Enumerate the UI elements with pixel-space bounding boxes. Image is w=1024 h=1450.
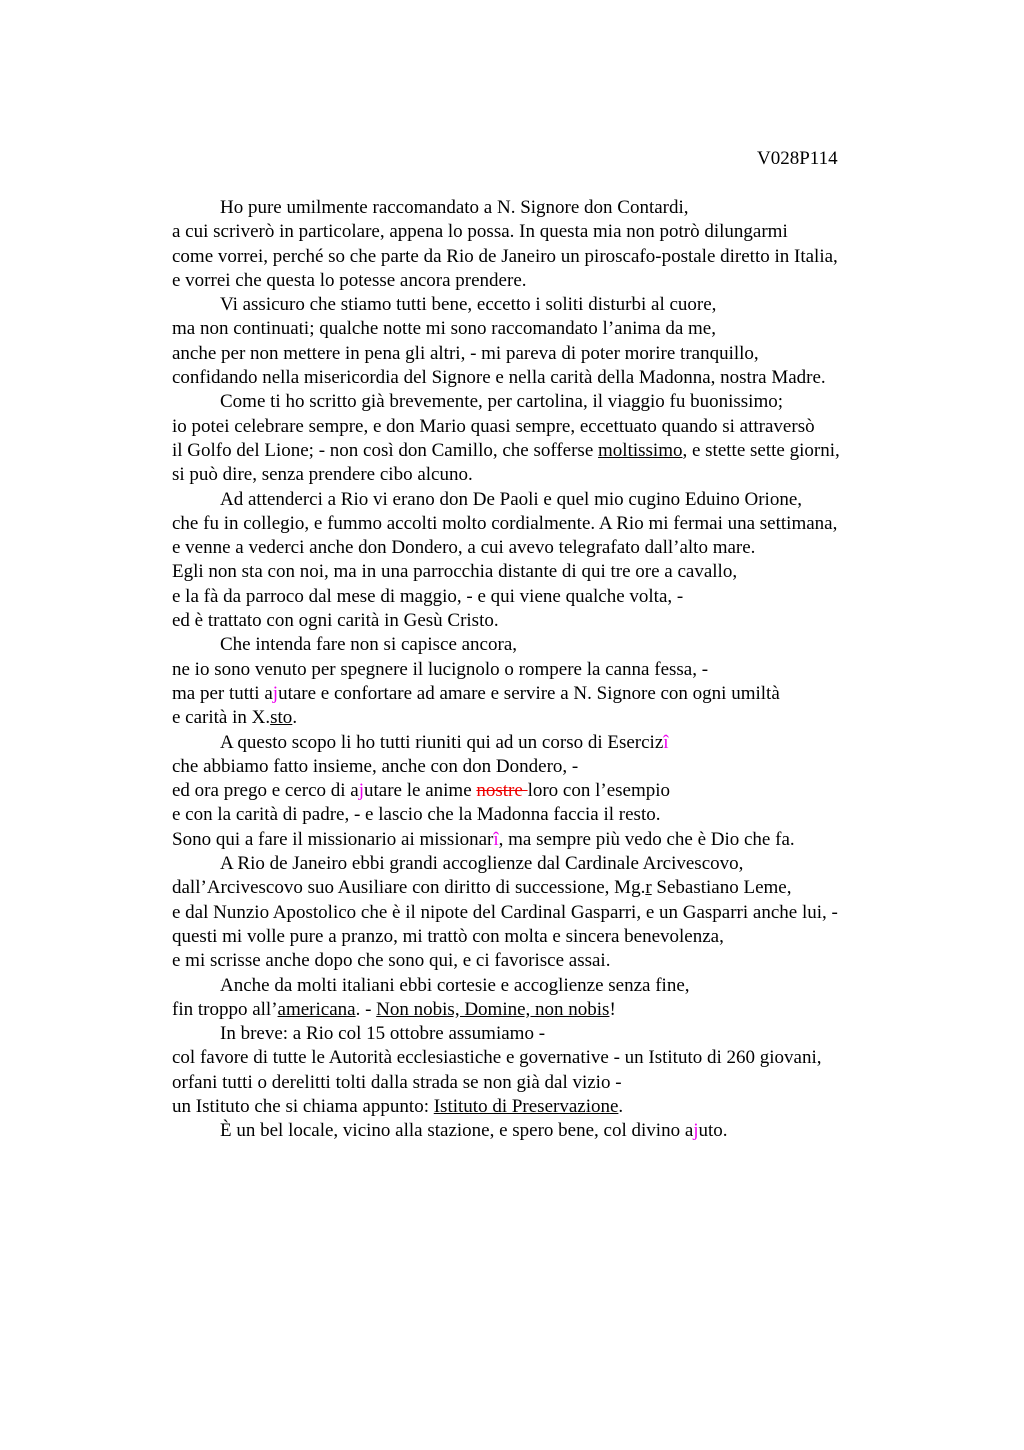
editorial-insert: j — [272, 682, 279, 704]
text-segment: È un bel locale, vicino alla stazione, e spero bene, col divino a — [220, 1120, 694, 1142]
text-line — [172, 415, 932, 439]
text-line — [172, 609, 932, 633]
text-segment: , e stette sette giorni, — [682, 439, 840, 461]
text-line — [172, 949, 932, 973]
text-line — [172, 682, 932, 706]
paragraph-first-line — [172, 488, 932, 512]
text-line — [172, 366, 932, 390]
text-segment: si può dire, senza prendere cibo alcuno. — [172, 464, 473, 486]
text-segment: utare le anime — [364, 780, 477, 802]
text-segment: Che intenda fare non si capisce ancora, — [220, 634, 518, 656]
text-segment: Sebastiano Leme, — [651, 877, 792, 899]
text-segment: uto. — [698, 1120, 728, 1142]
paragraph-first-line — [172, 1022, 932, 1046]
text-segment: Come ti ho scritto già brevemente, per cartolina, il viaggio fu buonissimo; — [220, 391, 784, 413]
text-segment: , ma sempre più vedo che è Dio che fa. — [498, 828, 795, 850]
paragraph-first-line — [172, 852, 932, 876]
text-segment: ne io sono venuto per spegnere il lucignolo o rompere la canna fessa, - — [172, 658, 709, 680]
text-segment: orfani tutti o derelitti tolti dalla strada se non già dal vizio - — [172, 1071, 622, 1093]
text-segment: ma per tutti a — [172, 682, 273, 704]
text-segment: a cui scriverò in particolare, appena lo possa. In questa mia non potrò dilungarmi — [172, 221, 788, 243]
text-segment: Ad attenderci a Rio vi erano don De Paoli e quel mio cugino Eduino Orione, — [220, 488, 802, 510]
text-segment: e carità in X. — [172, 707, 271, 729]
paragraph-first-line — [172, 974, 932, 998]
text-segment: col favore di tutte le Autorità ecclesiastiche e governative - un Istituto di 260 giovani, — [172, 1047, 822, 1069]
text-line — [172, 706, 932, 730]
paragraph-first-line — [172, 731, 932, 755]
text-line — [172, 1071, 932, 1095]
text-segment: e con la carità di padre, - e lascio che la Madonna faccia il resto. — [172, 804, 661, 826]
text-segment: ed è trattato con ogni carità in Gesù Cristo. — [172, 610, 499, 632]
text-line — [172, 560, 932, 584]
underlined-text: moltissimo — [598, 439, 683, 461]
text-segment: Vi assicuro che stiamo tutti bene, eccetto i soliti disturbi al cuore, — [220, 294, 717, 316]
paragraph-first-line — [172, 293, 932, 317]
text-line — [172, 512, 932, 536]
underlined-text: r — [645, 877, 652, 899]
text-line — [172, 901, 932, 925]
text-segment: e la fà da parroco dal mese di maggio, - e qui viene qualche volta, - — [172, 585, 684, 607]
text-line — [172, 269, 932, 293]
text-segment: . — [292, 707, 298, 729]
text-line — [172, 925, 932, 949]
text-segment: come vorrei, perché so che parte da Rio de Janeiro un piroscafo-postale diretto in Italia, — [172, 245, 838, 267]
text-line — [172, 1046, 932, 1070]
text-segment: fin troppo all’ — [172, 998, 278, 1020]
text-segment: che fu in collegio, e fummo accolti molto cordialmente. A Rio mi fermai una settimana, — [172, 512, 838, 534]
editorial-insert: î — [663, 731, 669, 753]
text-line — [172, 245, 932, 269]
text-segment: questi mi volle pure a pranzo, mi trattò con molta e sincera benevolenza, — [172, 925, 724, 947]
editorial-insert: j — [358, 780, 365, 802]
text-segment: confidando nella misericordia del Signore e nella carità della Madonna, nostra Madre. — [172, 367, 826, 389]
text-line — [172, 803, 932, 827]
text-segment: A questo scopo li ho tutti riuniti qui ad un corso di Eserciz — [220, 731, 664, 753]
editorial-insert: j — [693, 1120, 699, 1142]
text-segment: ma non continuati; qualche notte mi sono raccomandato l’anima da me, — [172, 318, 716, 340]
text-segment: che abbiamo fatto insieme, anche con don Dondero, - — [172, 755, 579, 777]
text-segment: A Rio de Janeiro ebbi grandi accoglienze dal Cardinale Arcivescovo, — [220, 853, 744, 875]
text-segment: dall’Arcivescovo suo Ausiliare con diritto di successione, Mg. — [172, 877, 646, 899]
text-segment: utare e confortare ad amare e servire a N. Signore con ogni umiltà — [278, 682, 780, 704]
text-line — [172, 755, 932, 779]
text-line — [172, 317, 932, 341]
underlined-text: sto — [270, 707, 293, 729]
text-line — [172, 585, 932, 609]
text-line — [172, 463, 932, 487]
text-segment: e dal Nunzio Apostolico che è il nipote del Cardinal Gasparri, e un Gasparri anche lui, - — [172, 901, 838, 923]
letter-body — [172, 196, 932, 1144]
paragraph-first-line — [172, 196, 932, 220]
underlined-text: Istituto di Preservazione — [433, 1095, 619, 1117]
text-segment: il Golfo del Lione; - non così don Camillo, che sofferse — [172, 439, 599, 461]
text-segment: . - — [355, 998, 377, 1020]
text-segment: e mi scrisse anche dopo che sono qui, e ci favorisce assai. — [172, 950, 611, 972]
paragraph-first-line — [172, 633, 932, 657]
text-segment: In breve: a Rio col 15 ottobre assumiamo - — [220, 1023, 546, 1045]
deleted-text: nostre — [476, 780, 528, 802]
text-line — [172, 998, 932, 1022]
text-segment: Anche da molti italiani ebbi cortesie e accoglienze senza fine, — [220, 974, 690, 996]
text-line — [172, 876, 932, 900]
text-segment: e vorrei che questa lo potesse ancora prendere. — [172, 269, 527, 291]
text-segment: un Istituto che si chiama appunto: — [172, 1095, 434, 1117]
text-line — [172, 220, 932, 244]
text-line — [172, 658, 932, 682]
paragraph-first-line — [172, 390, 932, 414]
text-segment: Egli non sta con noi, ma in una parrocchia distante di qui tre ore a cavallo, — [172, 561, 738, 583]
text-segment: io potei celebrare sempre, e don Mario quasi sempre, eccettuato quando si attraversò — [172, 415, 815, 437]
text-segment: Ho pure umilmente raccomandato a N. Signore don Contardi, — [220, 197, 689, 218]
text-segment: loro con l’esempio — [527, 780, 671, 802]
text-segment: ! — [609, 998, 616, 1020]
paragraph-first-line — [172, 1119, 932, 1143]
text-line — [172, 536, 932, 560]
underlined-text: americana — [277, 998, 356, 1020]
page-identifier: V028P114 — [757, 148, 838, 169]
text-segment: . — [618, 1095, 624, 1117]
text-line — [172, 779, 932, 803]
editorial-insert: î — [493, 828, 499, 850]
text-line — [172, 342, 932, 366]
text-segment: e venne a vederci anche don Dondero, a cui avevo telegrafato dall’alto mare. — [172, 537, 756, 559]
text-segment: anche per non mettere in pena gli altri, - mi pareva di poter morire tranquillo, — [172, 342, 759, 364]
text-segment: ed ora prego e cerco di a — [172, 780, 359, 802]
text-segment: Sono qui a fare il missionario ai missionar — [172, 828, 494, 850]
text-line — [172, 439, 932, 463]
text-line — [172, 828, 932, 852]
text-line — [172, 1095, 932, 1119]
underlined-text: Non nobis, Domine, non nobis — [376, 998, 610, 1020]
